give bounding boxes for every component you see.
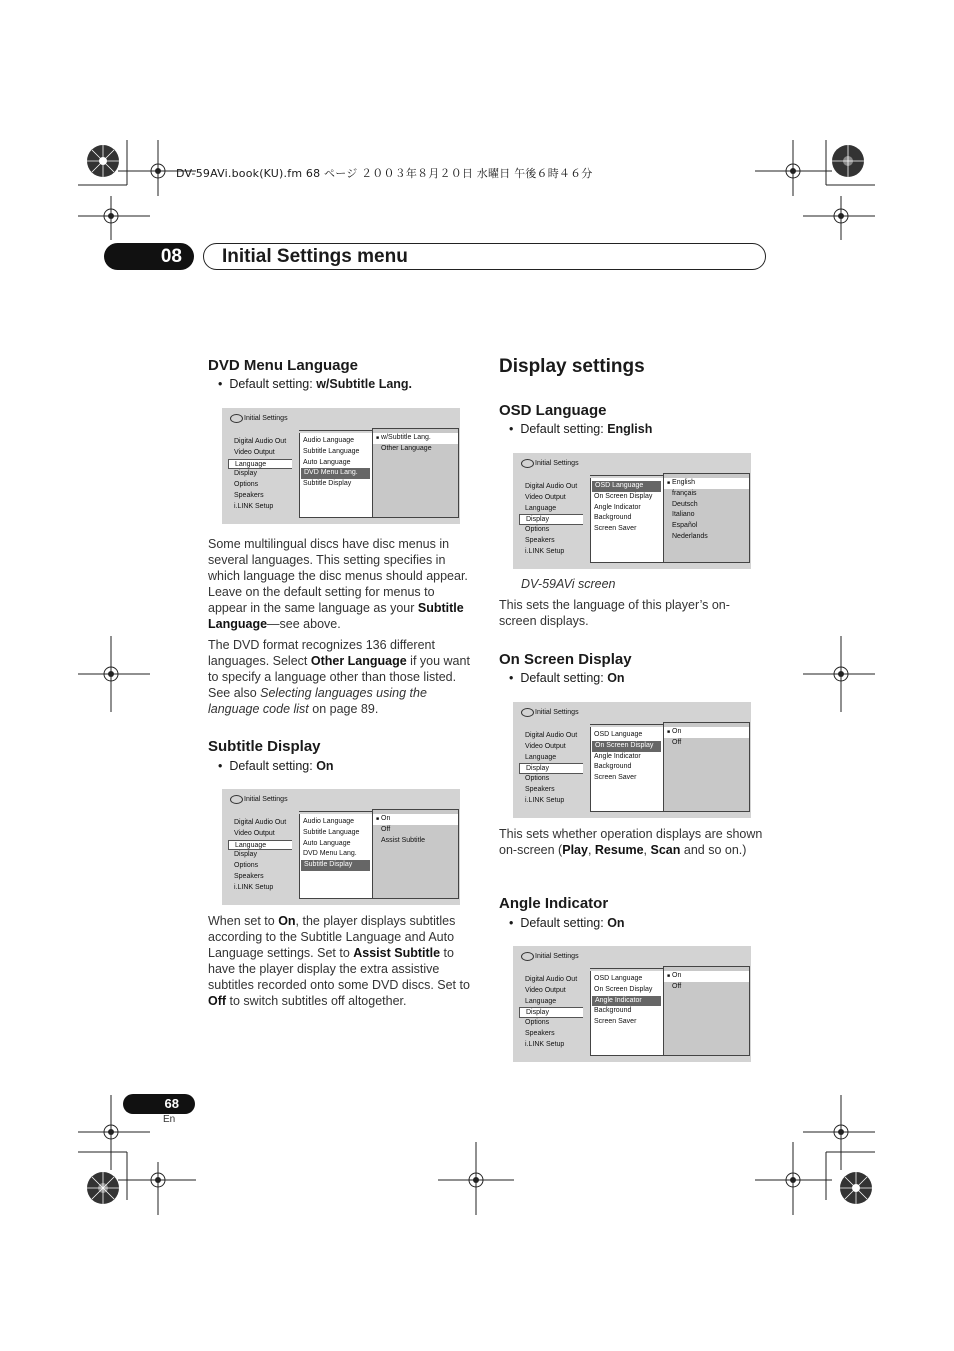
options-panel [663, 966, 750, 1056]
subtitle-display-paragraph [208, 913, 478, 1009]
option-item: Off [381, 825, 391, 833]
submenu-item: Angle Indicator [592, 996, 661, 1007]
option-item: ■ On [373, 814, 458, 825]
screen-title: Initial Settings [244, 415, 288, 422]
option-item: Italiano [672, 511, 695, 519]
menu-item: Digital Audio Out [525, 976, 578, 983]
menu-item: Speakers [234, 872, 264, 880]
submenu-item: Auto Language [303, 458, 351, 466]
text: , [587, 843, 595, 857]
submenu-item: Subtitle Display [303, 480, 352, 488]
menu-item: Display [519, 514, 583, 525]
menu-item: Display [519, 763, 583, 774]
default-prefix: Default setting: [520, 916, 608, 930]
main-menu [519, 482, 589, 558]
submenu-item: OSD Language [594, 731, 643, 738]
default-value: English [607, 422, 653, 436]
submenu [590, 727, 664, 812]
menu-item: Video Output [234, 448, 275, 456]
dvd-menu-language-heading: DVD Menu Language [208, 357, 359, 374]
display-settings-title: Display settings [499, 356, 645, 377]
screen-title: Initial Settings [535, 709, 579, 716]
default-prefix: Default setting: [520, 422, 608, 436]
default-value: w/Subtitle Lang. [316, 377, 413, 391]
screen-osd-language [513, 453, 751, 569]
submenu-item: Screen Saver [594, 1018, 637, 1026]
osd-language-heading: OSD Language [499, 402, 607, 419]
bold-text: On [278, 914, 296, 928]
disc-icon [230, 795, 243, 804]
submenu-item: Angle Indicator [594, 752, 641, 760]
screen-angle-indicator [513, 946, 751, 1062]
bold-text: Off [208, 994, 227, 1008]
submenu-item: Subtitle Language [303, 828, 360, 836]
text: , the player displays subtitles according to the Subtitle Language and Auto Language settings. Set to [208, 914, 456, 960]
submenu-item: On Screen Display [592, 741, 661, 752]
menu-item: Language [525, 753, 557, 761]
italic-reference: Selecting languages using the language code list [208, 686, 427, 716]
menu-item: Digital Audio Out [234, 438, 287, 445]
submenu [590, 971, 664, 1056]
submenu-item: Subtitle Display [301, 860, 370, 871]
submenu-item: Auto Language [303, 839, 351, 847]
menu-item: i.LINK Setup [525, 547, 565, 555]
options-panel [372, 428, 459, 518]
bold-text: Other Language [310, 654, 407, 668]
option-item: ■ English [664, 478, 749, 489]
menu-item: Language [228, 840, 292, 851]
submenu-item: OSD Language [594, 975, 643, 982]
option-item: ■ On [664, 727, 749, 738]
screen-title: Initial Settings [244, 796, 288, 803]
menu-item: Options [234, 862, 259, 870]
option-item: Off [672, 738, 682, 746]
menu-item: i.LINK Setup [525, 796, 565, 804]
submenu-item: Screen Saver [594, 525, 637, 533]
bold-text: Play [562, 843, 588, 857]
subtitle-display-heading: Subtitle Display [208, 738, 321, 755]
text: to have the player display the extra assistive subtitles recorded onto some DVD discs. Set to [208, 946, 470, 992]
menu-item: Display [234, 470, 257, 478]
option-item: Deutsch [672, 500, 698, 508]
screen-dvd-menu-language [222, 408, 460, 524]
default-prefix: Default setting: [229, 759, 317, 773]
option-item: français [672, 489, 697, 497]
submenu-item: Angle Indicator [594, 503, 641, 511]
option-item: ■ On [664, 971, 749, 982]
bold-text: Resume [594, 843, 644, 857]
screen-title: Initial Settings [535, 953, 579, 960]
option-item: Nederlands [672, 532, 708, 540]
main-menu [228, 437, 298, 513]
text: The DVD format recognizes 136 different languages. Select [208, 638, 435, 668]
submenu-item: Screen Saver [594, 774, 637, 782]
menu-item: Options [525, 1019, 550, 1027]
default-prefix: Default setting: [229, 377, 317, 391]
option-item: Other Language [381, 444, 432, 452]
osd-paragraph: This sets the language of this player’s on-screen displays. [499, 598, 730, 628]
submenu-item: Background [594, 1007, 632, 1015]
subtitle-display-default: • Default setting: On [218, 759, 334, 773]
submenu-item: Subtitle Language [303, 447, 360, 455]
page-number: 68 [123, 1094, 195, 1114]
submenu-item: Background [594, 763, 632, 771]
osd-default: • Default setting: English [509, 422, 653, 436]
text: to switch subtitles off altogether. [226, 994, 407, 1008]
submenu-item: Background [594, 514, 632, 522]
menu-item: Language [525, 504, 557, 512]
menu-item: i.LINK Setup [234, 502, 274, 510]
dvd-menu-paragraph-2 [208, 637, 478, 717]
text: This sets whether operation displays are shown on-screen ( [499, 827, 763, 857]
menu-item: i.LINK Setup [234, 883, 274, 891]
menu-item: i.LINK Setup [525, 1040, 565, 1048]
chapter-title: Initial Settings menu [222, 246, 408, 267]
main-menu [228, 818, 298, 894]
menu-item: Display [234, 851, 257, 859]
text: Some multilingual discs have disc menus in several languages. This setting specifies in which language the disc menus should appear. Leave on the default setting for menus to appear in the same language as your [208, 537, 468, 615]
option-item: ■ w/Subtitle Lang. [373, 433, 458, 444]
menu-item: Options [525, 526, 550, 534]
angle-indicator-heading: Angle Indicator [499, 895, 609, 912]
disc-icon [230, 414, 243, 423]
dvd-menu-paragraph-1 [208, 536, 476, 632]
screen-caption: DV-59AVi screen [521, 577, 616, 591]
text: —see above. [267, 617, 341, 631]
menu-item: Speakers [525, 536, 555, 544]
submenu-item: OSD Language [592, 481, 661, 492]
menu-item: Display [519, 1007, 583, 1018]
menu-item: Digital Audio Out [525, 483, 578, 490]
submenu-item: Audio Language [303, 437, 354, 444]
disc-icon [521, 459, 534, 468]
submenu [590, 478, 664, 563]
menu-item: Speakers [234, 491, 264, 499]
menu-item: Speakers [525, 785, 555, 793]
main-menu [519, 975, 589, 1051]
on-screen-paragraph [499, 826, 769, 858]
chapter-number: 08 [104, 243, 194, 270]
default-value: On [607, 671, 625, 685]
on-screen-display-heading: On Screen Display [499, 651, 632, 668]
menu-item: Language [525, 997, 557, 1005]
default-value: On [607, 916, 625, 930]
menu-item: Options [525, 775, 550, 783]
menu-item: Video Output [525, 493, 566, 501]
menu-item: Video Output [525, 742, 566, 750]
bold-text: Scan [650, 843, 681, 857]
menu-item: Digital Audio Out [234, 819, 287, 826]
dvd-menu-default: • Default setting: w/Subtitle Lang. [218, 377, 413, 391]
default-prefix: Default setting: [520, 671, 608, 685]
page-language: En [163, 1114, 176, 1125]
menu-item: Speakers [525, 1029, 555, 1037]
options-panel [663, 722, 750, 812]
menu-item: Digital Audio Out [525, 732, 578, 739]
disc-icon [521, 708, 534, 717]
on-screen-default: • Default setting: On [509, 671, 625, 685]
submenu-item: On Screen Display [594, 985, 653, 993]
options-panel [372, 809, 459, 899]
main-menu [519, 731, 589, 807]
text: on page 89. [308, 702, 379, 716]
submenu [299, 814, 373, 899]
bold-text: Subtitle Language [208, 601, 464, 631]
screen-title: Initial Settings [535, 460, 579, 467]
option-item: Español [672, 522, 698, 530]
text: , [643, 843, 651, 857]
options-panel [663, 473, 750, 563]
angle-default: • Default setting: On [509, 916, 625, 930]
option-item: Off [672, 982, 682, 990]
menu-item: Language [228, 459, 292, 470]
file-header: DV-59AVi.book(KU).fm 68 ページ ２００３年８月２０日 水曜日 午後６時４６分 [176, 167, 593, 180]
screen-subtitle-display [222, 789, 460, 905]
submenu-item: DVD Menu Lang. [303, 850, 357, 858]
submenu-item: DVD Menu Lang. [301, 468, 370, 479]
submenu [299, 433, 373, 518]
menu-item: Video Output [234, 829, 275, 837]
bold-text: Assist Subtitle [353, 946, 441, 960]
default-value: On [316, 759, 334, 773]
text: if you want to specify a language other than those listed. See also [208, 654, 470, 700]
submenu-item: Audio Language [303, 818, 354, 825]
submenu-item: On Screen Display [594, 492, 653, 500]
text: When set to [208, 914, 279, 928]
option-item: Assist Subtitle [381, 836, 425, 844]
menu-item: Video Output [525, 986, 566, 994]
disc-icon [521, 952, 534, 961]
menu-item: Options [234, 481, 259, 489]
screen-on-screen-display [513, 702, 751, 818]
text: and so on.) [680, 843, 747, 857]
